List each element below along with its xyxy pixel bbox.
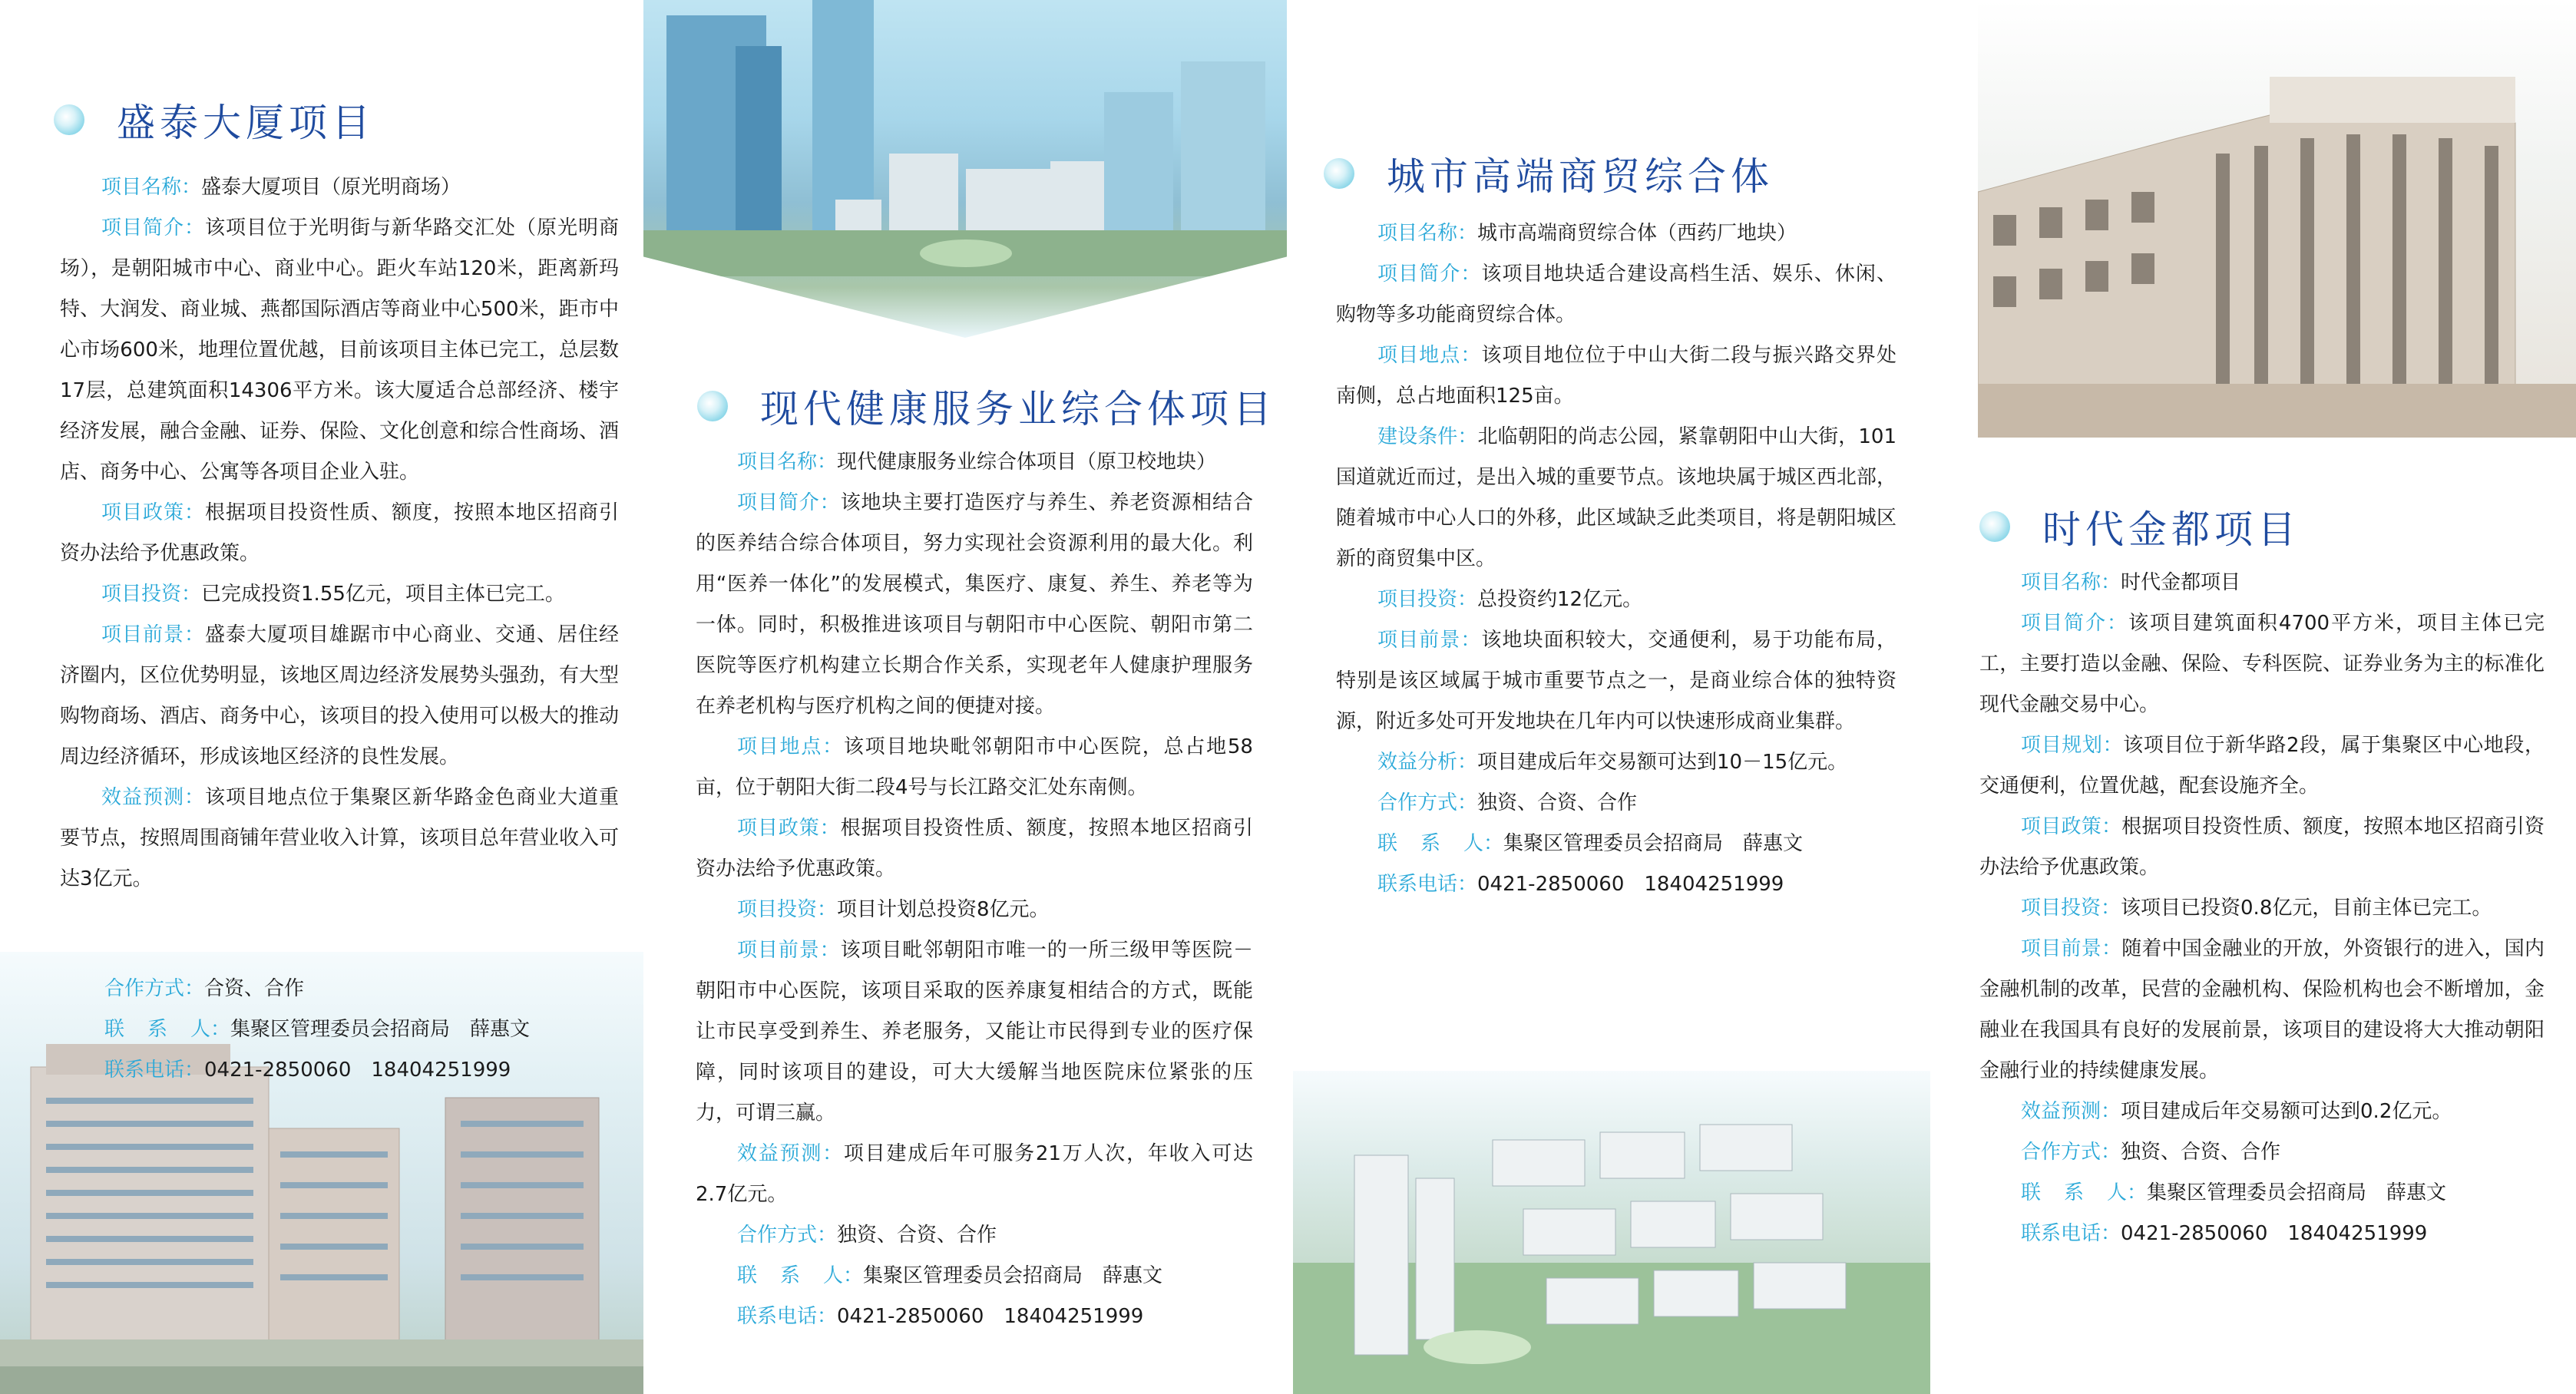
section-title-text: 城市高端商贸综合体: [1387, 154, 1774, 199]
value-location: 该项目地块毗邻朝阳市中心医院，总占地58亩，位于朝阳大街二段4号与长江路交汇处东南侧。: [696, 735, 1253, 799]
label-phone: 联系电话：: [1377, 873, 1478, 896]
label-cooperation: 合作方式：: [2021, 1141, 2121, 1164]
label-policy: 项目政策：: [737, 817, 841, 840]
detail-benefit: [1979, 1092, 2545, 1132]
detail-benefit: [696, 1134, 1253, 1215]
panel-shidai: [1932, 0, 2576, 1394]
label-policy: 项目政策：: [2021, 815, 2122, 838]
detail-intro: [1979, 603, 2545, 725]
detail-phone: [104, 1050, 642, 1091]
detail-investment: [1979, 888, 2545, 929]
value-policy: 根据项目投资性质、额度，按照本地区招商引资办法给予优惠政策。: [1979, 815, 2545, 879]
section-title-text: 时代金都项目: [2042, 507, 2300, 552]
label-contact: [2021, 1181, 2147, 1204]
value-policy: 根据项目投资性质、额度，按照本地区招商引资办法给予优惠政策。: [60, 501, 619, 565]
label-contact-b: 系: [780, 1264, 801, 1287]
value-prospect: 该地块面积较大，交通便利，易于功能布局，特别是该区域属于城市重要节点之一，是商业综合体的独特资源，附近多处可开发地块在几年内可以快速形成商业集群。: [1336, 629, 1896, 733]
label-contact-a: 联: [2021, 1181, 2042, 1204]
detail-planning: [1979, 725, 2545, 807]
detail-investment: [60, 574, 619, 615]
aerial-complex-photo: [1293, 1071, 1930, 1394]
label-contact-a: 联: [104, 1018, 125, 1041]
label-contact: [104, 1018, 230, 1041]
value-phone: 0421-2850060 18404251999: [2121, 1222, 2428, 1245]
detail-policy: [696, 808, 1253, 890]
label-contact-b: 系: [147, 1018, 168, 1041]
label-phone: 联系电话：: [2021, 1222, 2121, 1245]
label-intro: 项目简介：: [737, 491, 841, 514]
project-details: [696, 442, 1253, 1337]
value-intro: 该项目建筑面积4700平方米，项目主体已完工，主要打造以金融、保险、专科医院、证券业务为主的标准化现代金融交易中心。: [1979, 612, 2545, 716]
detail-policy: [60, 493, 619, 574]
bullet-dot-icon: [54, 104, 84, 135]
label-investment: 项目投资：: [737, 898, 838, 921]
section-title-text: 现代健康服务业综合体项目: [760, 387, 1276, 431]
label-contact: [737, 1264, 863, 1287]
section-title-text: 盛泰大厦项目: [117, 101, 375, 145]
detail-contact: [696, 1256, 1253, 1297]
label-planning: 项目规划：: [2021, 734, 2124, 757]
label-name: 项目名称：: [101, 176, 202, 199]
label-contact: [1377, 832, 1503, 855]
value-policy: 根据项目投资性质、额度，按照本地区招商引资办法给予优惠政策。: [696, 817, 1253, 880]
detail-contact: [1336, 824, 1896, 864]
detail-prospect: [696, 930, 1253, 1134]
value-contact: 集聚区管理委员会招商局 薛惠文: [1503, 832, 1804, 855]
value-name: 城市高端商贸综合体（西药厂地块）: [1477, 222, 1797, 245]
detail-cooperation: [1979, 1132, 2545, 1173]
value-benefit: 项目建成后年交易额可达到10－15亿元。: [1477, 751, 1848, 774]
value-contact: 集聚区管理委员会招商局 薛惠文: [863, 1264, 1163, 1287]
label-benefit: 效益预测：: [2021, 1100, 2121, 1123]
value-name: 时代金都项目: [2121, 571, 2241, 594]
value-prospect: 该项目毗邻朝阳市唯一的一所三级甲等医院－朝阳市中心医院，该项目采取的医养康复相结合的方式，既能让市民享受到养生、养老服务，又能让市民得到专业的医疗保障，同时该项目的建设，可大大缓解当地医院床位紧张的压力，可谓三赢。: [696, 939, 1253, 1125]
value-benefit: 项目建成后年可服务21万人次，年收入可达2.7亿元。: [696, 1142, 1253, 1206]
skyline-illustration: [643, 0, 1287, 338]
project-details: [1979, 563, 2545, 1254]
bullet-dot-icon: [1979, 511, 2010, 542]
panel-shengtai: [0, 0, 643, 1394]
detail-location: [696, 727, 1253, 808]
section-title: [1979, 499, 2300, 554]
panel-commerce: [1287, 0, 1932, 1394]
value-cooperation: 独资、合资、合作: [2121, 1141, 2281, 1164]
building-illustration: [1978, 0, 2576, 438]
label-investment: 项目投资：: [1377, 588, 1478, 611]
detail-contact: [104, 1009, 642, 1050]
detail-benefit: [1336, 742, 1896, 783]
value-intro: 该项目地块适合建设高档生活、娱乐、休闲、购物等多功能商贸综合体。: [1336, 263, 1896, 326]
label-benefit: 效益分析：: [1377, 751, 1478, 774]
detail-policy: [1979, 807, 2545, 888]
value-investment: 总投资约12亿元。: [1477, 588, 1643, 611]
value-investment: 项目计划总投资8亿元。: [837, 898, 1050, 921]
detail-name: [60, 167, 619, 208]
label-contact-c: 人：: [2107, 1181, 2148, 1204]
label-benefit: 效益预测：: [737, 1142, 844, 1165]
detail-intro: [60, 208, 619, 493]
project-details: [1336, 213, 1896, 905]
value-name: 盛泰大厦项目（原光明商场）: [201, 176, 461, 199]
detail-name: [696, 442, 1253, 483]
value-benefit: 该项目地点位于集聚区新华路金色商业大道重要节点，按照周围商铺年营业收入计算，该项目总年营业收入可达3亿元。: [60, 786, 620, 890]
label-prospect: 项目前景：: [737, 939, 841, 962]
label-contact-c: 人：: [823, 1264, 864, 1287]
detail-phone: [1979, 1214, 2545, 1254]
label-benefit: 效益预测：: [101, 786, 205, 809]
value-benefit: 项目建成后年交易额可达到0.2亿元。: [2121, 1100, 2452, 1123]
label-prospect: 项目前景：: [101, 623, 205, 646]
label-location: 项目地点：: [1377, 344, 1482, 367]
detail-contact: [1979, 1173, 2545, 1214]
value-cooperation: 独资、合资、合作: [1477, 791, 1638, 814]
value-contact: 集聚区管理委员会招商局 薛惠文: [230, 1018, 531, 1041]
value-cooperation: 独资、合资、合作: [837, 1224, 997, 1247]
label-contact-b: 系: [1420, 832, 1441, 855]
value-cooperation: 合资、合作: [204, 977, 305, 1000]
value-phone: 0421-2850060 18404251999: [1477, 873, 1784, 896]
detail-name: [1336, 213, 1896, 254]
label-prospect: 项目前景：: [1377, 629, 1482, 652]
label-investment: 项目投资：: [101, 583, 202, 606]
section-title: [54, 92, 375, 147]
bullet-dot-icon: [1324, 158, 1354, 189]
detail-prospect: [1336, 620, 1896, 742]
label-name: 项目名称：: [1377, 222, 1478, 245]
label-intro: 项目简介：: [1377, 263, 1482, 286]
label-phone: 联系电话：: [104, 1059, 205, 1082]
label-cooperation: 合作方式：: [104, 977, 205, 1000]
detail-cooperation: [104, 969, 642, 1009]
label-contact-c: 人：: [1463, 832, 1504, 855]
detail-intro: [1336, 254, 1896, 335]
label-phone: 联系电话：: [737, 1305, 838, 1328]
value-prospect: 盛泰大厦项目雄踞市中心商业、交通、居住经济圈内，区位优势明显，该地区周边经济发展势头强劲，有大型购物商场、酒店、商务中心，该项目的投入使用可以极大的推动周边经济循环，形成该地区经济的良性发展。: [60, 623, 620, 768]
detail-cooperation: [1336, 783, 1896, 824]
label-investment: 项目投资：: [2021, 897, 2121, 920]
value-phone: 0421-2850060 18404251999: [837, 1305, 1144, 1328]
label-intro: 项目简介：: [101, 216, 205, 239]
detail-benefit: [60, 778, 619, 900]
value-planning: 该项目位于新华路2段，属于集聚区中心地段，交通便利，位置优越，配套设施齐全。: [1979, 734, 2545, 798]
value-contact: 集聚区管理委员会招商局 薛惠文: [2147, 1181, 2447, 1204]
detail-intro: [696, 483, 1253, 727]
label-contact-a: 联: [1377, 832, 1398, 855]
value-investment: 该项目已投资0.8亿元，目前主体已完工。: [2121, 897, 2492, 920]
detail-name: [1979, 563, 2545, 603]
detail-investment: [1336, 580, 1896, 620]
detail-investment: [696, 890, 1253, 930]
detail-phone: [696, 1297, 1253, 1337]
value-conditions: 北临朝阳的尚志公园，紧靠朝阳中山大街，101国道就近而过，是出入城的重要节点。该地块属于城区西北部，随着城市中心人口的外移，此区域缺乏此类项目，将是朝阳城区新的商贸集中区。: [1336, 425, 1896, 570]
value-investment: 已完成投资1.55亿元，项目主体已完工。: [201, 583, 565, 606]
label-name: 项目名称：: [737, 451, 838, 474]
aerial-illustration: [1293, 1071, 1930, 1394]
label-contact-a: 联: [737, 1264, 758, 1287]
panel-health: [643, 0, 1287, 1394]
detail-prospect: [60, 615, 619, 778]
value-name: 现代健康服务业综合体项目（原卫校地块）: [837, 451, 1217, 474]
value-prospect: 随着中国金融业的开放，外资银行的进入，国内金融机制的改革，民营的金融机构、保险机构也会不断增加，金融业在我国具有良好的发展前景，该项目的建设将大大推动朝阳金融行业的持续健康发展。: [1979, 937, 2545, 1082]
label-contact-c: 人：: [190, 1018, 231, 1041]
detail-cooperation: [696, 1215, 1253, 1256]
label-prospect: 项目前景：: [2021, 937, 2122, 960]
value-intro: 该地块主要打造医疗与养生、养老资源相结合的医养结合综合体项目，努力实现社会资源利用的最大化。利用“医养一体化”的发展模式，集医疗、康复、养生、养老等为一体。同时，积极推进该项目与朝阳市中心医院、朝阳市第二医院等医疗机构建立长期合作关系，实现老年人健康护理服务在养老机构与医疗机构之间的便捷对接。: [696, 491, 1253, 718]
contact-block: [104, 969, 642, 1091]
detail-conditions: [1336, 417, 1896, 580]
detail-location: [1336, 335, 1896, 417]
bullet-dot-icon: [697, 391, 728, 421]
label-location: 项目地点：: [737, 735, 844, 758]
label-name: 项目名称：: [2021, 571, 2121, 594]
value-intro: 该项目位于光明街与新华路交汇处（原光明商场），是朝阳城市中心、商业中心。距火车站120米，距离新玛特、大润发、商业城、燕都国际酒店等商业中心500米，距市中心市场600米，地理位置优越，目前该项目主体已完工，总层数17层，总建筑面积14306平方米。该大厦适合总部经济、楼宇经济发展，融合金融、证券、保险、文化创意和综合性商场、酒店、商务中心、公寓等各项目企业入驻。: [60, 216, 620, 484]
label-contact-b: 系: [2064, 1181, 2085, 1204]
label-cooperation: 合作方式：: [1377, 791, 1478, 814]
project-details: [60, 167, 619, 900]
detail-prospect: [1979, 929, 2545, 1092]
section-title: [697, 378, 1276, 434]
shidai-building-photo: [1978, 0, 2576, 438]
section-title: [1324, 146, 1774, 201]
label-policy: 项目政策：: [101, 501, 205, 524]
label-cooperation: 合作方式：: [737, 1224, 838, 1247]
label-conditions: 建设条件：: [1377, 425, 1478, 448]
value-location: 该项目地位位于中山大街二段与振兴路交界处南侧，总占地面积125亩。: [1336, 344, 1896, 408]
label-intro: 项目简介：: [2021, 612, 2128, 635]
value-phone: 0421-2850060 18404251999: [204, 1059, 511, 1082]
city-skyline-photo: [643, 0, 1287, 338]
detail-phone: [1336, 864, 1896, 905]
